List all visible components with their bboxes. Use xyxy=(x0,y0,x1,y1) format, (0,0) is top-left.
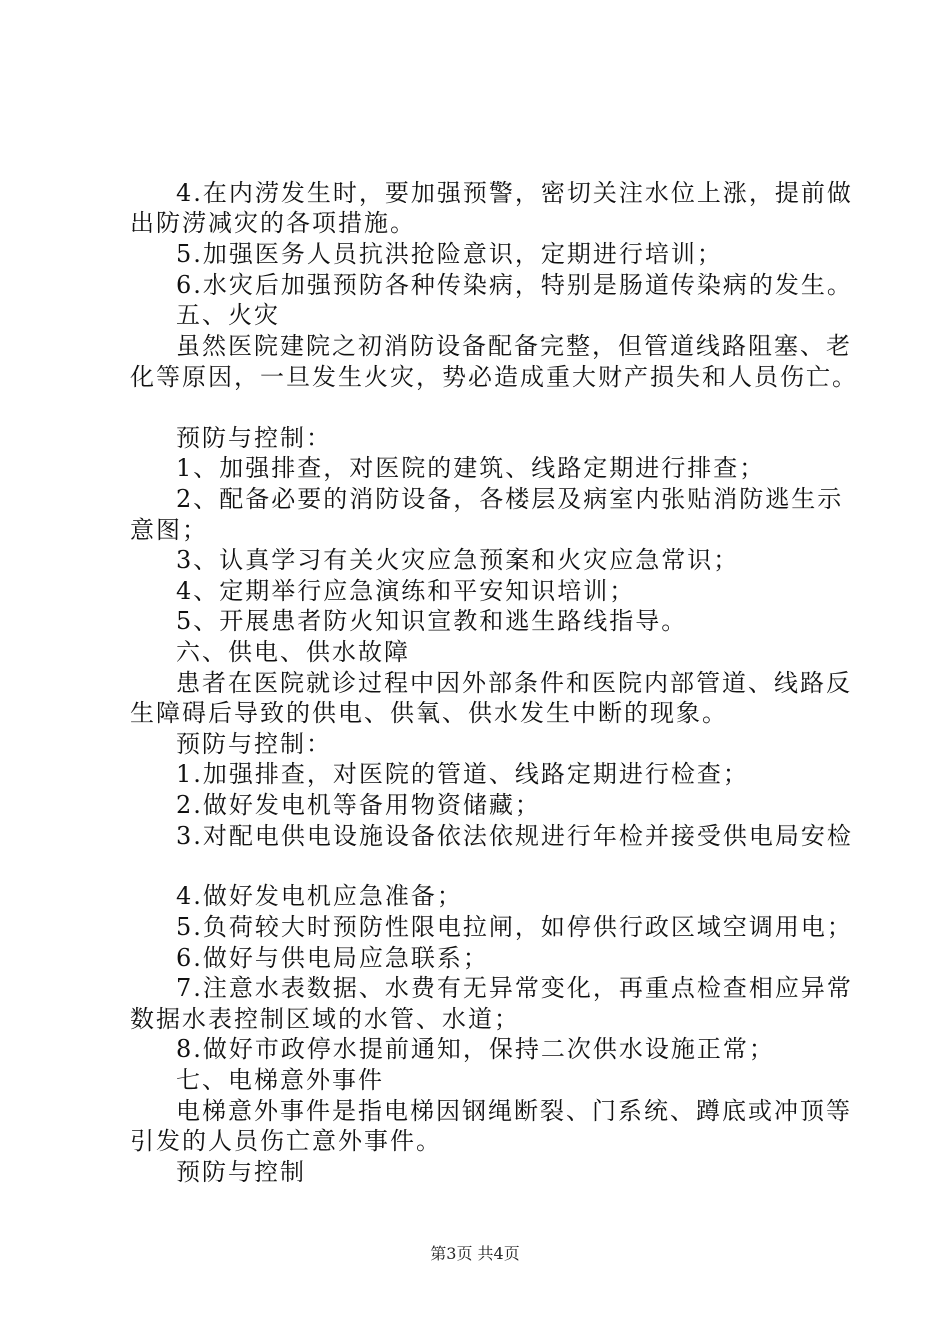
list-item: 3、认真学习有关火灾应急预案和火灾应急常识； xyxy=(176,546,740,574)
list-item: 1、加强排查，对医院的建筑、线路定期进行排查； xyxy=(176,454,766,482)
paragraph-line: 4.在内涝发生时，要加强预警，密切关注水位上涨，提前做 xyxy=(176,179,853,207)
subheading: 预防与控制： xyxy=(176,730,332,758)
paragraph-line: 生障碍后导致的供电、供氧、供水发生中断的现象。 xyxy=(130,699,728,727)
paragraph-line: 虽然医院建院之初消防设备配备完整，但管道线路阻塞、老 xyxy=(176,332,852,360)
section-heading: 七、电梯意外事件 xyxy=(176,1066,384,1094)
paragraph-line: 6.水灾后加强预防各种传染病，特别是肠道传染病的发生。 xyxy=(176,271,853,299)
list-item: 4.做好发电机应急准备； xyxy=(176,882,463,910)
subheading: 预防与控制： xyxy=(176,424,332,452)
page-number-footer: 第3页 共4页 xyxy=(430,1244,520,1263)
subheading: 预防与控制 xyxy=(176,1158,306,1186)
list-item: 3.对配电供电设施设备依法依规进行年检并接受供电局安检 xyxy=(176,822,853,850)
list-item: 意图； xyxy=(130,516,208,544)
list-item: 8.做好市政停水提前通知，保持二次供水设施正常； xyxy=(176,1035,775,1063)
paragraph-line: 患者在医院就诊过程中因外部条件和医院内部管道、线路反 xyxy=(176,669,852,697)
section-heading: 五、火灾 xyxy=(176,301,280,329)
paragraph-line: 5.加强医务人员抗洪抢险意识，定期进行培训； xyxy=(176,240,723,268)
paragraph-line: 电梯意外事件是指电梯因钢绳断裂、门系统、蹲底或冲顶等 xyxy=(176,1097,852,1125)
list-item: 数据水表控制区域的水管、水道； xyxy=(130,1005,520,1033)
list-item: 4、定期举行应急演练和平安知识培训； xyxy=(176,577,636,605)
list-item: 5.负荷较大时预防性限电拉闸，如停供行政区域空调用电； xyxy=(176,913,853,941)
list-item: 2.做好发电机等备用物资储藏； xyxy=(176,791,541,819)
list-item: 1.加强排查，对医院的管道、线路定期进行检查； xyxy=(176,760,749,788)
paragraph-line: 引发的人员伤亡意外事件。 xyxy=(130,1127,442,1155)
list-item: 5、开展患者防火知识宣教和逃生路线指导。 xyxy=(176,607,688,635)
list-item: 6.做好与供电局应急联系； xyxy=(176,944,489,972)
paragraph-line: 化等原因，一旦发生火灾，势必造成重大财产损失和人员伤亡。 xyxy=(130,363,858,391)
section-heading: 六、供电、供水故障 xyxy=(176,638,410,666)
list-item: 2、配备必要的消防设备，各楼层及病室内张贴消防逃生示 xyxy=(176,485,844,513)
paragraph-line: 出防涝减灾的各项措施。 xyxy=(130,209,416,237)
list-item: 7.注意水表数据、水费有无异常变化，再重点检查相应异常 xyxy=(176,974,853,1002)
